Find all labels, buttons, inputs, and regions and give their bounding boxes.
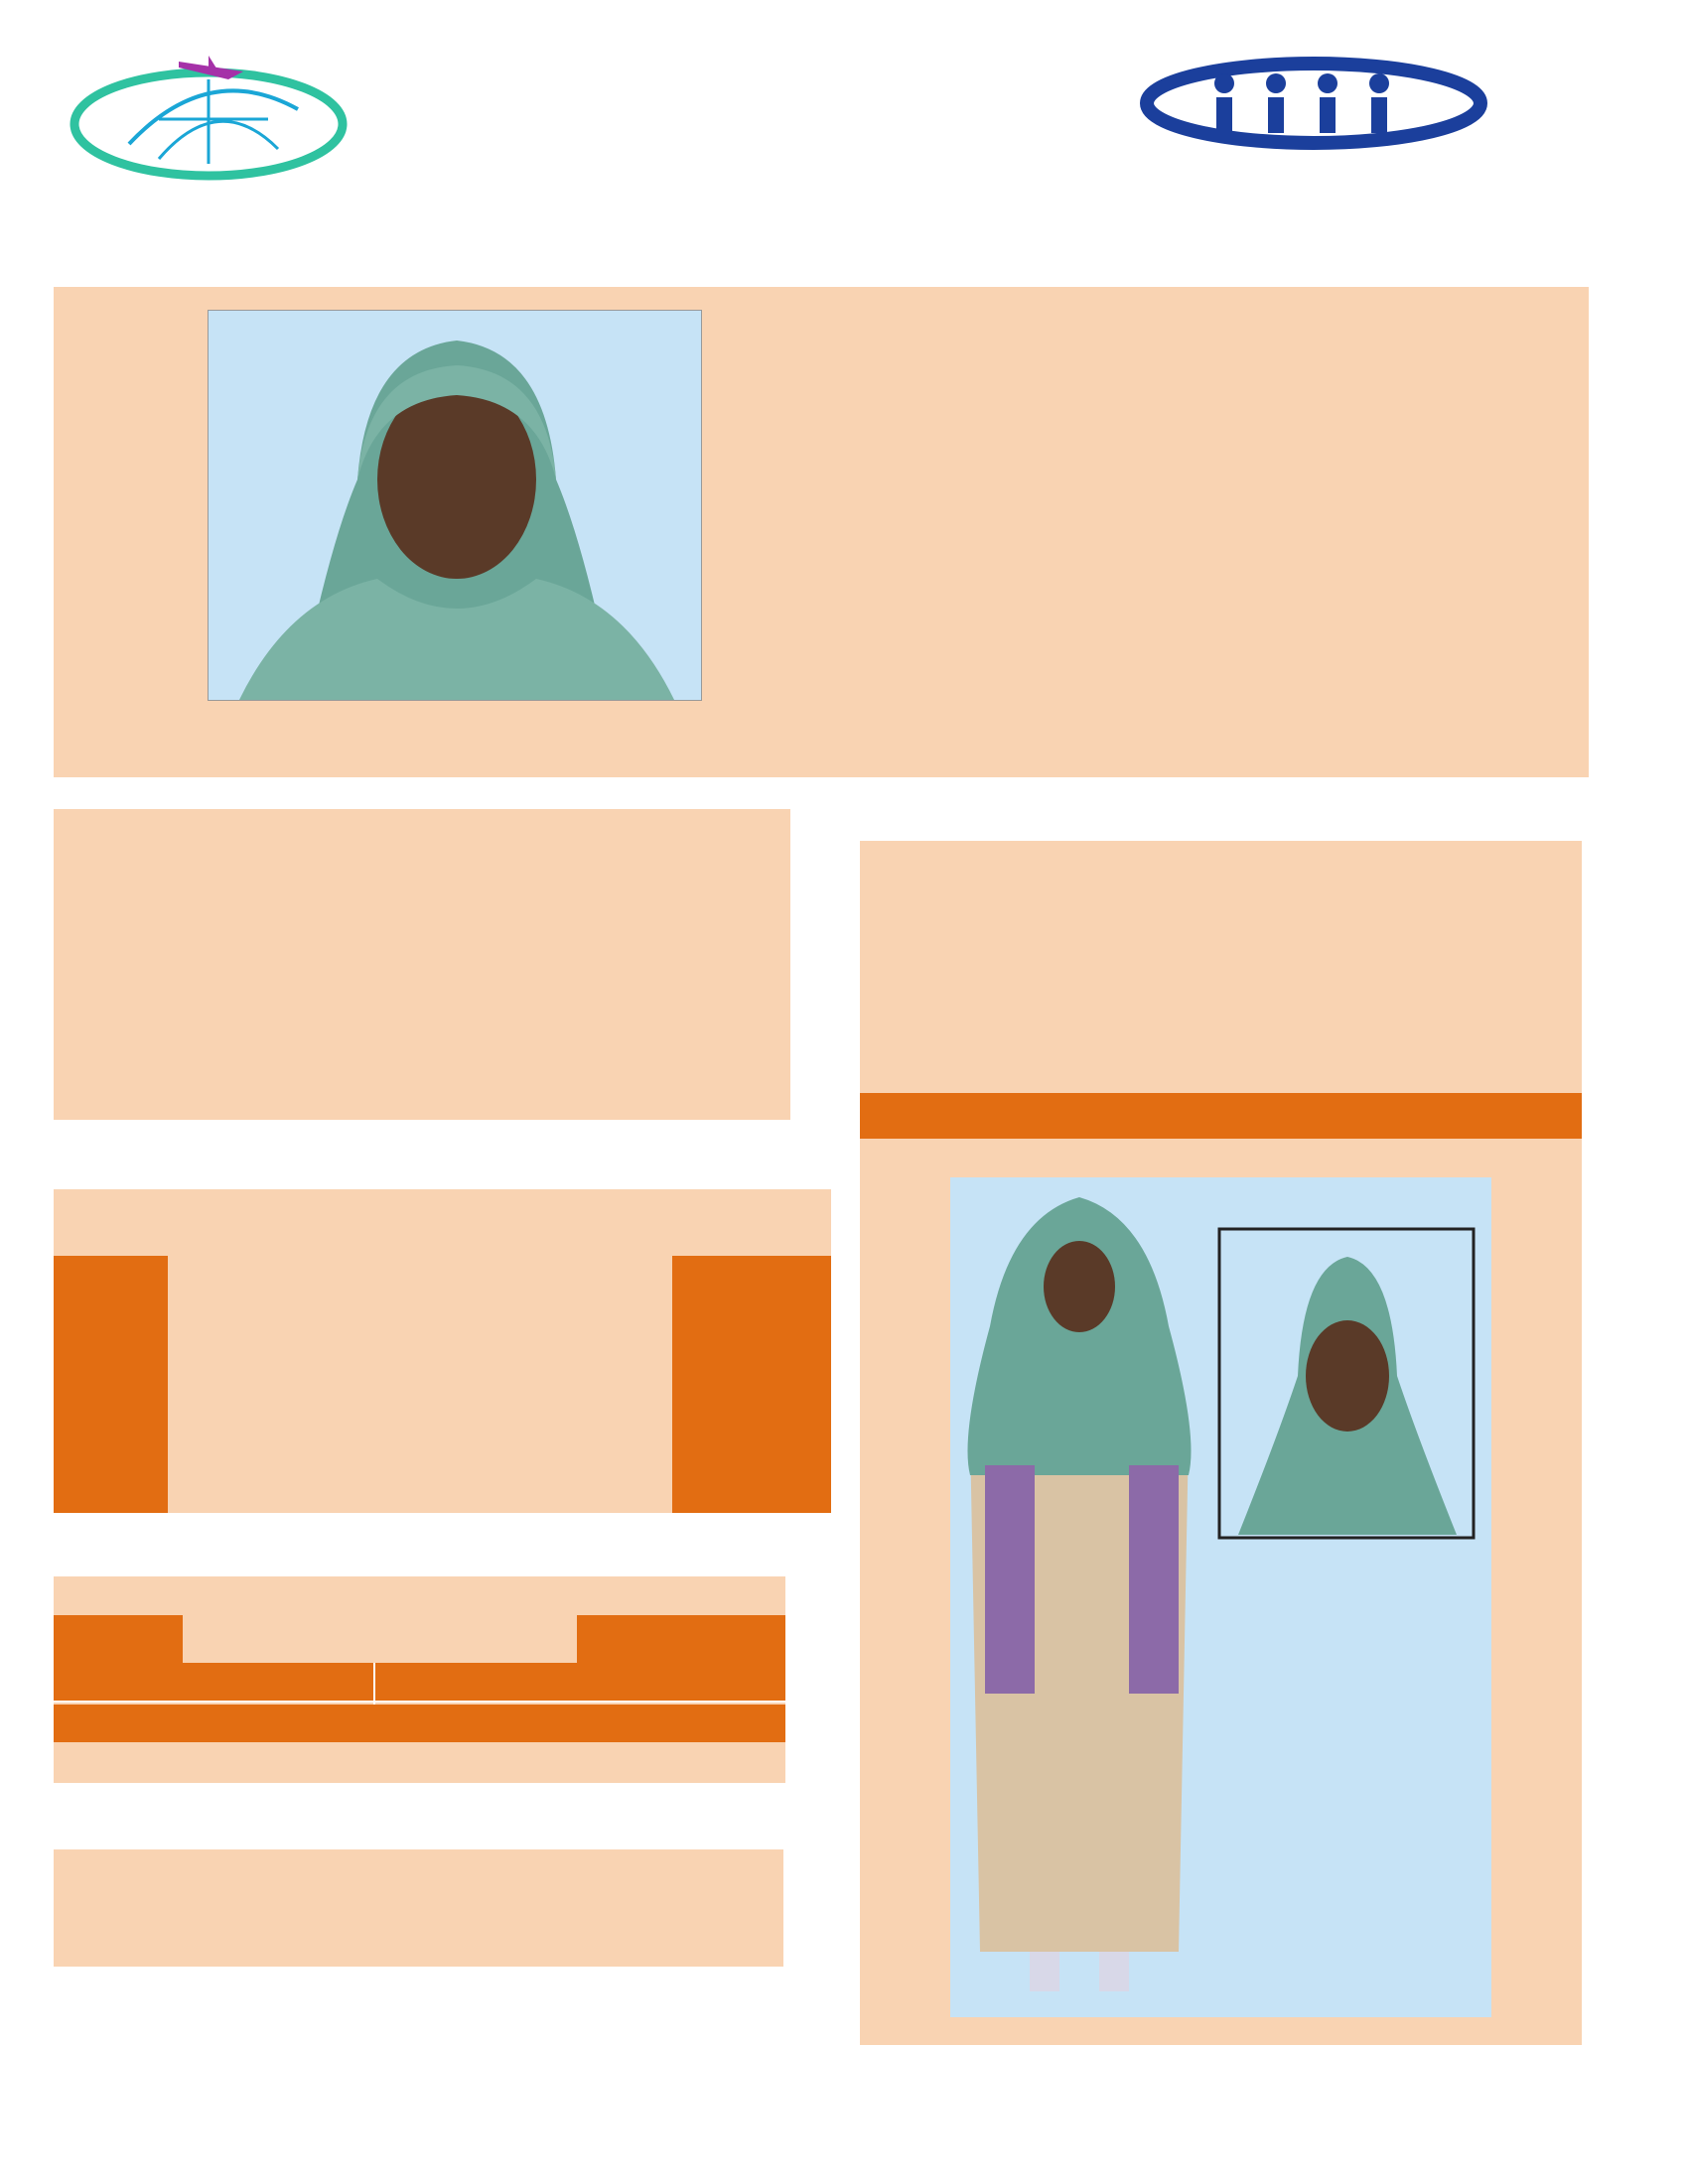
language-english-col bbox=[54, 1256, 168, 1513]
app-title-ar bbox=[1177, 288, 1455, 336]
applicant-full-photo bbox=[950, 1177, 1491, 2017]
status-header bbox=[168, 1256, 672, 1294]
applicant-photo-label bbox=[860, 1093, 1582, 1139]
applicant-portrait bbox=[208, 310, 702, 701]
full-name-value bbox=[385, 717, 882, 766]
full-name-ar bbox=[1316, 717, 1584, 756]
language-arabic-col bbox=[672, 1256, 831, 1513]
language-title bbox=[73, 1191, 371, 1251]
work-years-label bbox=[73, 1615, 183, 1655]
details-title bbox=[73, 811, 471, 851]
work-row-2 bbox=[54, 1705, 785, 1742]
app-title bbox=[740, 288, 1177, 336]
work-title-ar bbox=[596, 1578, 765, 1608]
personal-title-ar bbox=[1192, 842, 1559, 882]
work-country-label bbox=[393, 1615, 572, 1663]
full-name-label bbox=[149, 717, 367, 766]
work-country-value bbox=[379, 1663, 677, 1697]
work-country-ar bbox=[596, 1615, 765, 1645]
fields-title bbox=[73, 1851, 421, 1891]
tamam-logo bbox=[1137, 42, 1504, 191]
agency-logo bbox=[70, 50, 357, 189]
work-title bbox=[73, 1578, 421, 1618]
details-section bbox=[54, 809, 790, 1120]
